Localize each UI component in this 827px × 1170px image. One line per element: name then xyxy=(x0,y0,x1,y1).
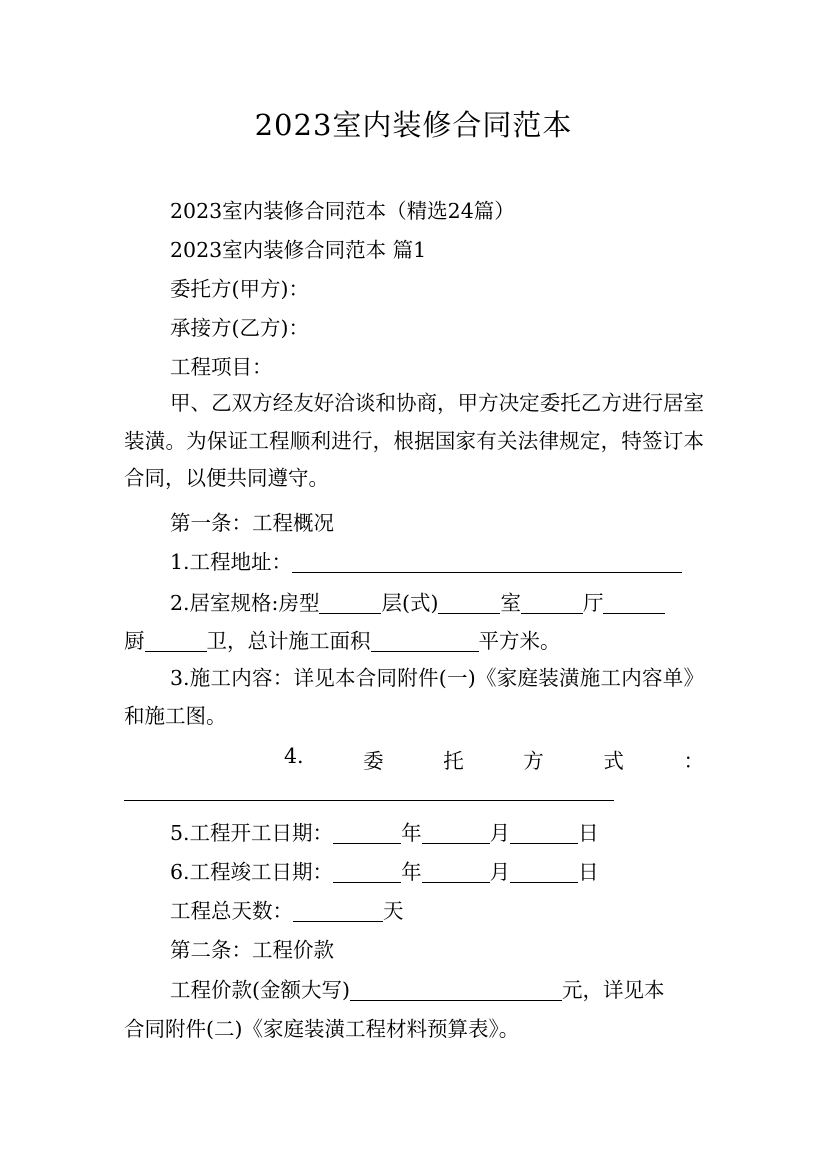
month-label: 月 xyxy=(489,860,511,884)
party-b-label: 承接方(乙方)： xyxy=(170,316,309,340)
blank xyxy=(293,901,383,922)
start-label: 5.工程开工日期： xyxy=(170,821,334,845)
spec-line-2 xyxy=(124,627,704,655)
price-line xyxy=(170,976,750,1004)
day-label: 日 xyxy=(578,821,599,845)
blank xyxy=(145,631,207,652)
month-label: 月 xyxy=(489,821,511,845)
address-blank xyxy=(292,552,682,573)
price-label: 工程价款(金额大写) xyxy=(170,978,350,1002)
blank xyxy=(350,980,562,1001)
mode-char: ： xyxy=(683,749,704,773)
price-tail-continuation: 合同附件(二)《家庭装潢工程材料预算表》。 xyxy=(124,1017,520,1041)
year-label: 年 xyxy=(401,860,422,884)
mode-char: 托 xyxy=(443,749,464,773)
blank xyxy=(319,593,381,614)
article-1-heading: 第一条：工程概况 xyxy=(170,511,334,535)
blank xyxy=(333,862,401,883)
document-title: 2023室内装修合同范本 xyxy=(254,108,573,142)
year-label: 年 xyxy=(401,821,422,845)
spec-wei: 卫，总计施工面积 xyxy=(206,629,371,653)
blank xyxy=(510,862,578,883)
intro-paragraph: 甲、乙双方经友好洽谈和协商，甲方决定委托乙方进行居室装潢。为保证工程顺利进行，根据国家有关法律规定，特签订本合同，以便共同遵守。 xyxy=(124,391,704,490)
mode-line xyxy=(124,744,704,774)
mode-blank xyxy=(124,800,614,801)
mode-char: 方 xyxy=(523,749,544,773)
days-unit: 天 xyxy=(383,899,404,923)
end-label: 6.工程竣工日期： xyxy=(170,860,334,884)
address-label: 1.工程地址： xyxy=(170,550,293,574)
article-2-heading: 第二条：工程价款 xyxy=(170,938,334,962)
blank xyxy=(603,593,665,614)
content-paragraph: 3.施工内容：详见本合同附件(一)《家庭装潢施工内容单》和施工图。 xyxy=(124,666,704,728)
mode-char: 式 xyxy=(603,749,624,773)
spec-label: 2.居室规格:房型 xyxy=(170,591,320,615)
spec-unit: 平方米。 xyxy=(478,629,561,653)
start-date-line xyxy=(170,819,750,847)
price-tail: 元，详见本 xyxy=(562,978,665,1002)
spec-ceng: 层(式) xyxy=(381,591,439,615)
days-label: 工程总天数： xyxy=(170,899,293,923)
blank xyxy=(333,823,401,844)
blank xyxy=(510,823,578,844)
mode-char: 委 xyxy=(363,749,384,773)
day-label: 日 xyxy=(578,860,599,884)
spec-chu: 厨 xyxy=(124,629,145,653)
subtitle: 2023室内装修合同范本（精选24篇） xyxy=(170,199,515,223)
blank xyxy=(422,862,490,883)
blank xyxy=(438,593,500,614)
spec-line xyxy=(170,589,750,617)
address-line xyxy=(170,548,750,576)
end-date-line xyxy=(170,858,750,886)
blank xyxy=(422,823,490,844)
spec-shi: 室 xyxy=(500,591,521,615)
party-a-label: 委托方(甲方)： xyxy=(170,277,309,301)
mode-char: 4. xyxy=(284,744,304,768)
spec-ting: 厅 xyxy=(582,591,604,615)
blank xyxy=(371,631,479,652)
project-label: 工程项目： xyxy=(170,355,273,379)
blank xyxy=(521,593,583,614)
section-heading: 2023室内装修合同范本 篇1 xyxy=(170,238,427,262)
days-line xyxy=(170,897,750,925)
